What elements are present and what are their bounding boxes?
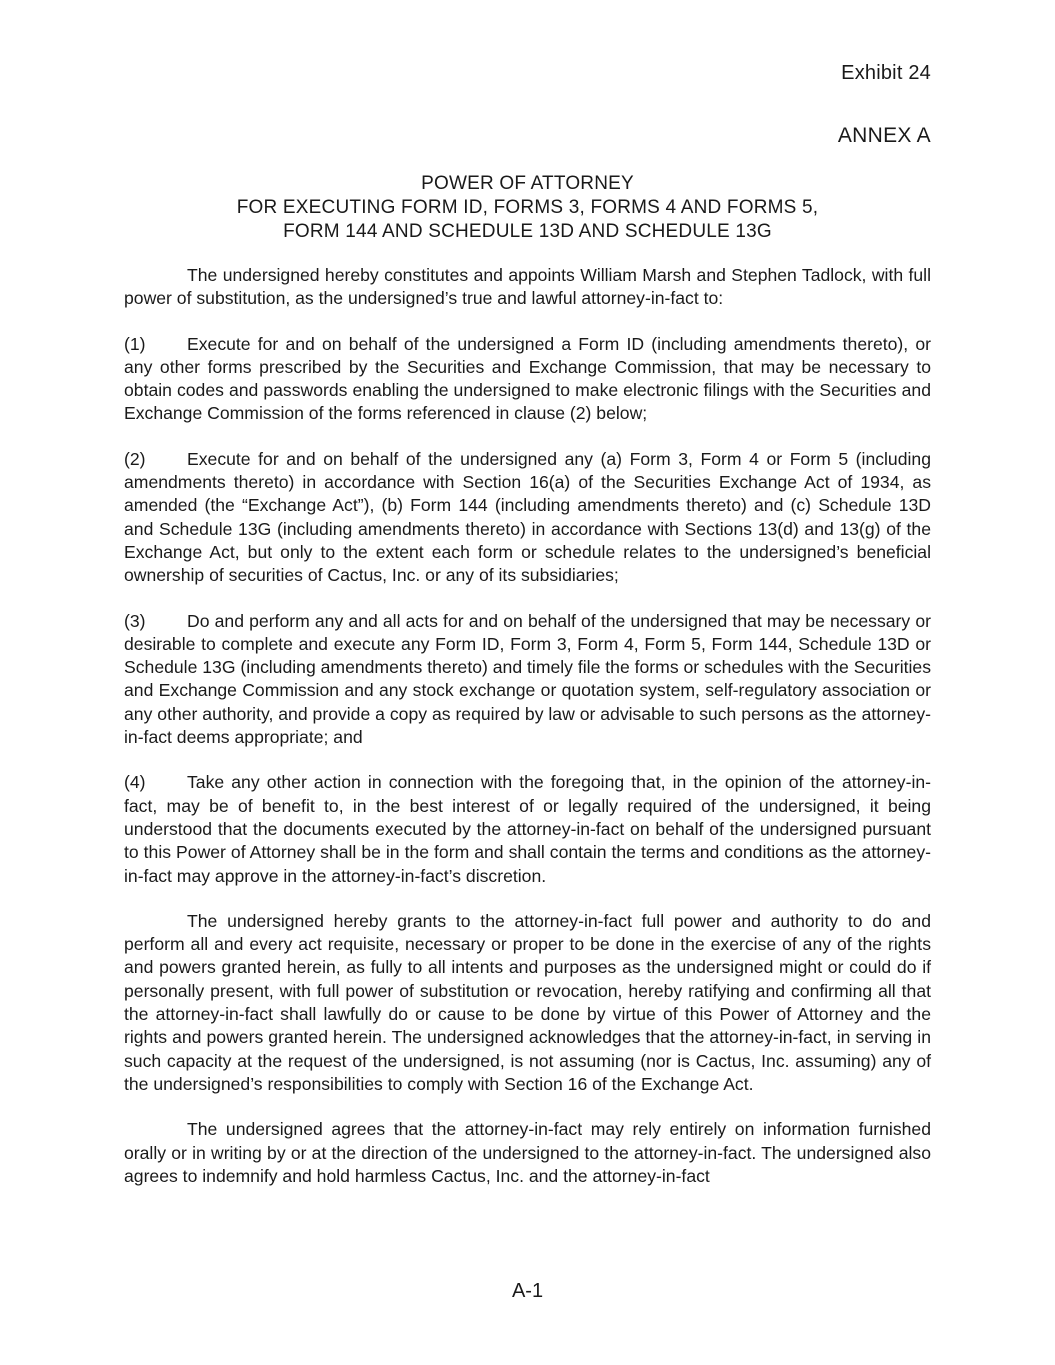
clause-1-number: (1) [124,333,146,354]
annex-label: ANNEX A [837,124,931,147]
title-line-1: POWER OF ATTORNEY [421,173,634,194]
title-line-3: FORM 144 AND SCHEDULE 13D AND SCHEDULE 13G [283,221,772,242]
reliance-paragraph: The undersigned agrees that the attorney-in-fact may rely entirely on information furnished orally or in writing by or at the direction of the undersigned to the attorney-in-fact. The undersigned also agrees to indemnify and hold harmless Cactus, Inc. and the attorney-in-fact [124,1119,931,1186]
clause-3-text: Do and perform any and all acts for and on behalf of the undersigned that may be necessary or desirable to complete and execute any Form ID, Form 3, Form 4, Form 5, Form 144, Schedule 13D or Schedule 13G (including amendments thereto) and timely file the forms or schedules with the Securities and Exchange Commission and any stock exchange or quotation system, self-regulatory association or any other authority, and provide a copy as required by law or advisable to such persons as the attorney-in-fact deems appropriate; and [124,610,931,748]
clause-3-number: (3) [124,610,146,631]
clause-1 [124,333,931,426]
clause-1-text: Execute for and on behalf of the undersigned a Form ID (including amendments thereto), or any other forms prescribed by the Securities and Exchange Commission, that may be necessary to obtain codes and passwords enabling the undersigned to make electronic filings with the Securities and Exchange Commission of the forms referenced in clause (2) below; [124,333,931,424]
clause-4-text: Take any other action in connection with the foregoing that, in the opinion of the attorney-in-fact, may be of benefit to, in the best interest of or legally required of the undersigned, it being understood that the documents executed by the attorney-in-fact on behalf of the undersigned pursuant to this Power of Attorney shall be in the form and shall contain the terms and conditions as the attorney-in-fact may approve in the attorney-in-fact’s discretion. [124,772,931,886]
clause-2-text: Execute for and on behalf of the undersigned any (a) Form 3, Form 4 or Form 5 (including amendments thereto) in accordance with Section 16(a) of the Securities Exchange Act of 1934, as amended (the “Exchange Act”), (b) Form 144 (including amendments thereto) and (c) Schedule 13D and Schedule 13G (including amendments thereto) in accordance with Sections 13(d) and 13(g) of the Exchange Act, but only to the extent each form or schedule relates to the undersigned’s beneficial ownership of securities of Cactus, Inc. or any of its subsidiaries; [124,448,931,586]
intro-paragraph: The undersigned hereby constitutes and appoints William Marsh and Stephen Tadlock, with full power of substitution, as the undersigned’s true and lawful attorney-in-fact to: [124,265,931,309]
page-number: A-1 [511,1280,544,1302]
clause-3 [124,610,931,750]
clause-4 [124,771,931,887]
clause-4-number: (4) [124,772,146,793]
clause-2-number: (2) [124,448,146,469]
grant-paragraph: The undersigned hereby grants to the attorney-in-fact full power and authority to do and perform all and every act requisite, necessary or proper to be done in the exercise of any of the rights and powers granted herein, as fully to all intents and purposes as the undersigned might or could do if personally present, with full power of substitution or revocation, hereby ratifying and confirming all that the attorney-in-fact shall lawfully do or cause to be done by virtue of this Power of Attorney and the rights and powers granted herein. The undersigned acknowledges that the attorney-in-fact, in serving in such capacity at the request of the undersigned, is not assuming (nor is Cactus, Inc. assuming) any of the undersigned’s responsibilities to comply with Section 16 of the Exchange Act. [124,910,931,1094]
document-title [124,172,931,244]
title-line-2: FOR EXECUTING FORM ID, FORMS 3, FORMS 4 AND FORMS 5, [236,197,819,218]
clause-2 [124,448,931,588]
exhibit-label: Exhibit 24 [841,62,931,84]
document-body [124,264,931,1188]
